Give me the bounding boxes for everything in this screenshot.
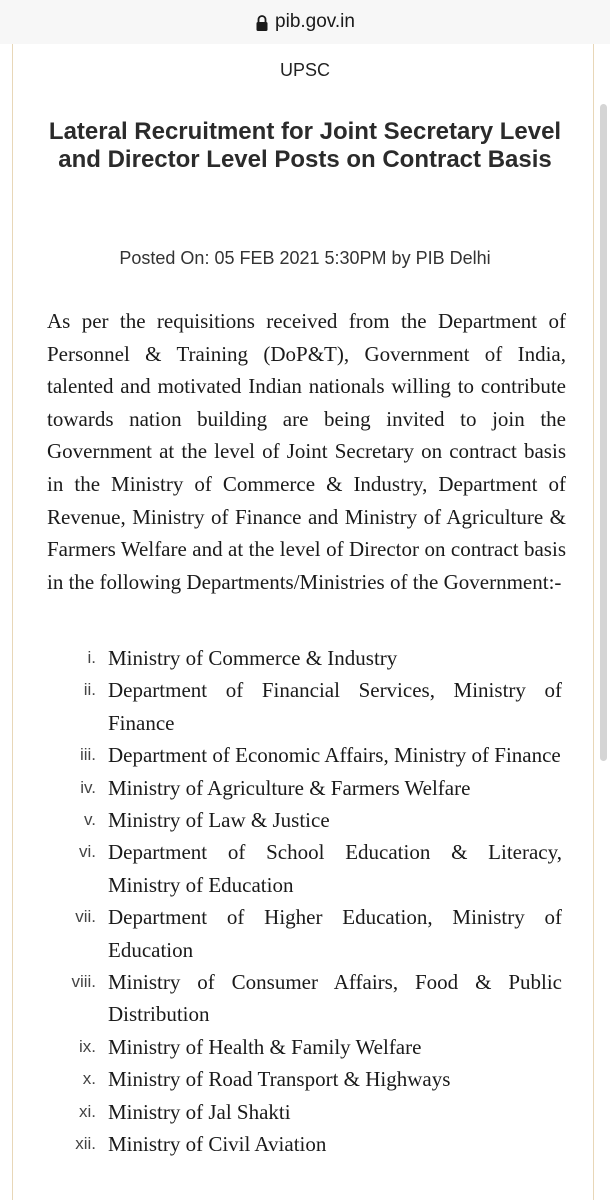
list-number: i.: [87, 648, 96, 667]
list-text: Ministry of Health & Family Welfare: [108, 1034, 422, 1059]
list-item: [0, 739, 562, 771]
list-item: [0, 1096, 562, 1128]
list-number: v.: [84, 810, 96, 830]
list-number: viii.: [71, 972, 96, 992]
list-number: vi.: [79, 842, 96, 862]
organization-label: UPSC: [279, 60, 330, 80]
list-item: [0, 772, 562, 804]
list-item: [0, 804, 562, 836]
list-text: Ministry of Law & Justice: [108, 808, 330, 833]
address-bar[interactable]: [0, 0, 610, 44]
list-number: iii.: [79, 745, 96, 765]
list-item: [0, 901, 562, 966]
list-number: iv.: [80, 777, 96, 797]
list-text: Department of Higher Education, Ministry of Education: [108, 905, 562, 962]
list-number: x.: [82, 1069, 96, 1089]
list-item: [0, 1031, 562, 1063]
lock-icon: [255, 14, 269, 32]
list-text: Ministry of Road Transport & Highways: [108, 1067, 451, 1092]
list-number: ii.: [83, 680, 96, 700]
list-item: [0, 642, 562, 674]
list-text: Department of School Education & Literacy, Ministry of Education: [108, 840, 562, 897]
list-text: Department of Financial Services, Ministry of Finance: [108, 678, 562, 735]
list-text: Ministry of Agriculture & Farmers Welfare: [108, 775, 471, 800]
list-number: vii.: [75, 907, 96, 927]
page-title: Lateral Recruitment for Joint Secretary Level and Director Level Posts on Contract Basis: [48, 118, 562, 173]
url-text: pib.gov.in: [275, 11, 355, 32]
list-item: [0, 836, 562, 901]
list-text: Ministry of Jal Shakti: [108, 1099, 291, 1124]
list-number: xii.: [75, 1134, 96, 1154]
list-item: [0, 1063, 562, 1095]
list-text: Department of Economic Affairs, Ministry of Finance: [108, 743, 561, 768]
posted-date: Posted On: 05 FEB 2021 5:30PM by PIB Delhi: [119, 248, 491, 268]
list-text: Ministry of Commerce & Industry: [108, 646, 398, 670]
list-number: xi.: [79, 1101, 96, 1121]
list-text: Ministry of Civil Aviation: [108, 1132, 327, 1157]
list-item: [0, 674, 562, 739]
list-item: [0, 1128, 562, 1160]
ministry-list: [0, 642, 610, 1161]
body-paragraph: As per the requisitions received from the Department of Personnel & Training (DoP&T), Government of India, talented and motivated Indian nationals willing to contribute towards nation building are being invited to join the Government at the level of Joint Secretary on contract basis in the Ministry of Commerce & Industry, Department of Revenue, Ministry of Finance and Ministry of Agriculture & Farmers Welfare and at the level of Director on contract basis in the following Departments/Ministries of the Government:-: [47, 309, 566, 594]
list-item: [0, 966, 562, 1031]
list-number: ix.: [79, 1036, 96, 1056]
list-text: Ministry of Consumer Affairs, Food & Public Distribution: [108, 970, 562, 1027]
